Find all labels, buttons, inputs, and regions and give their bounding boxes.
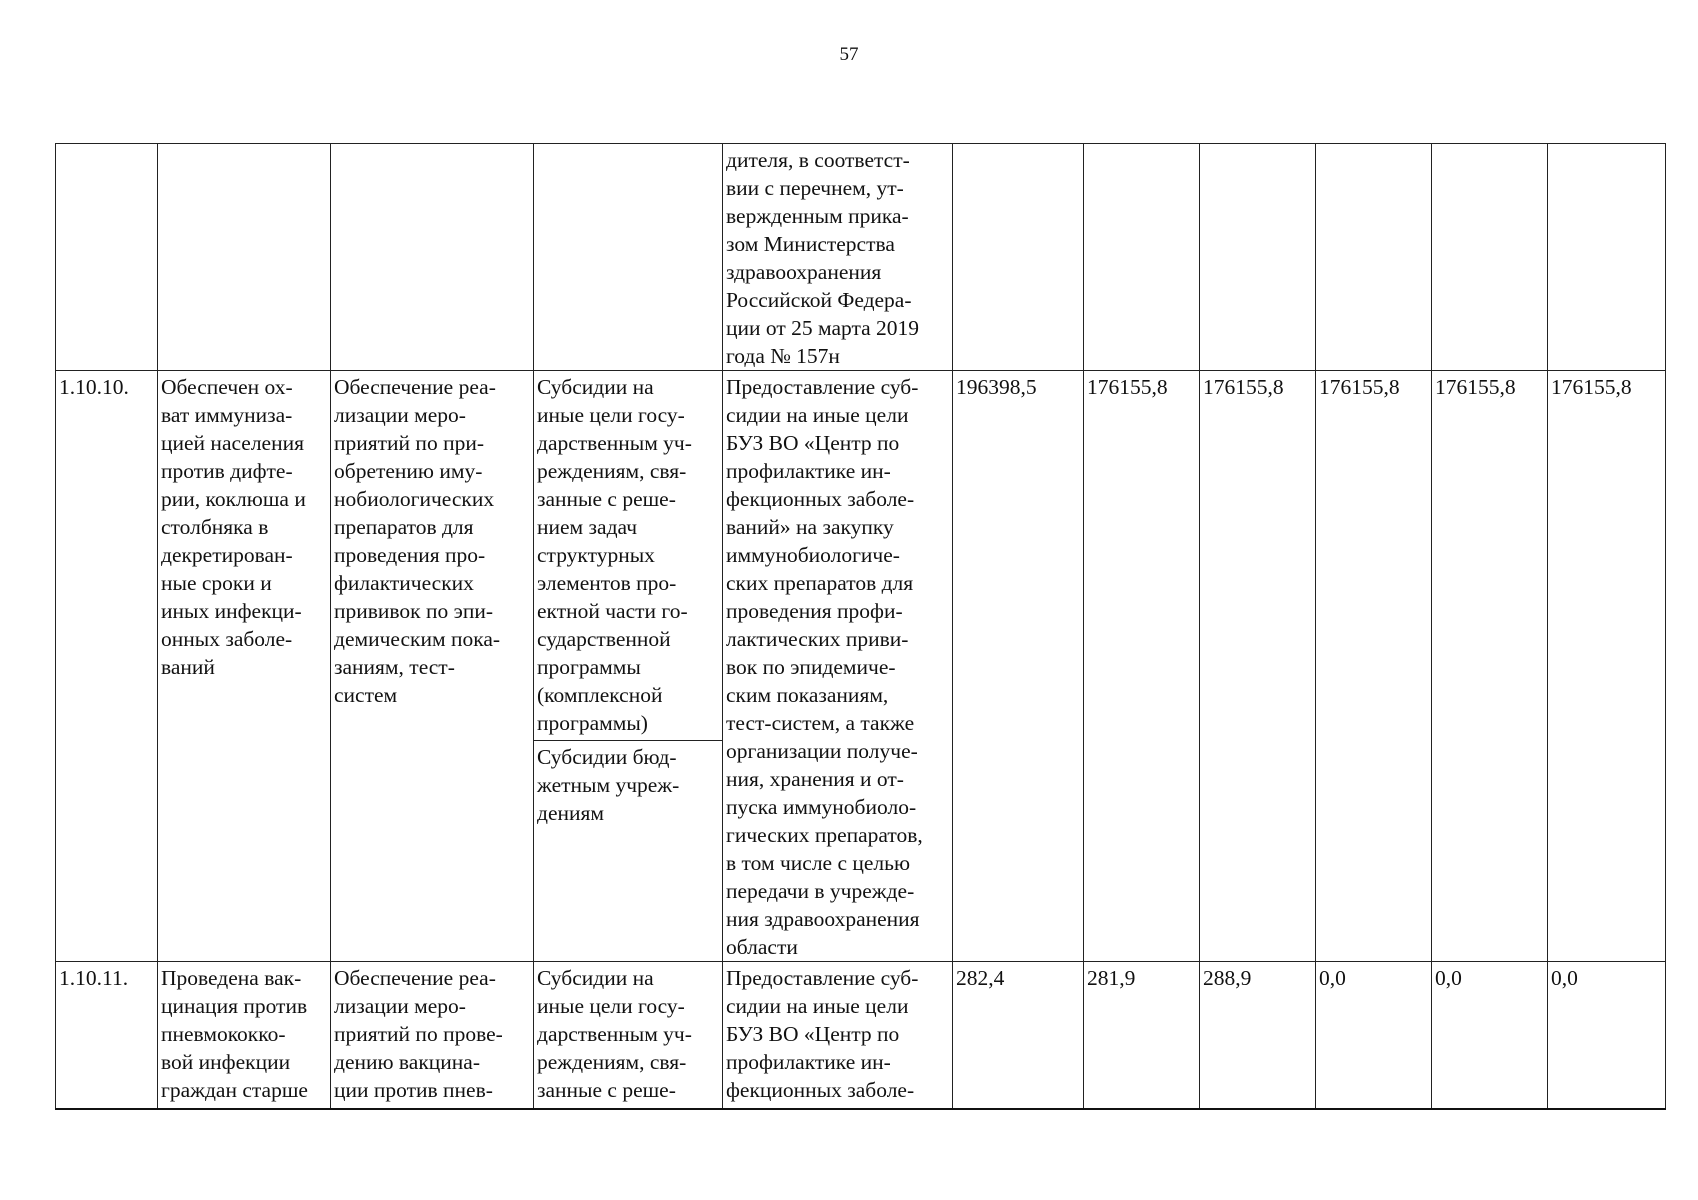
- activity-cell: [331, 144, 534, 371]
- row-number-cell: 1.10.11.: [56, 962, 158, 1109]
- value-cell: [1200, 144, 1316, 371]
- value-cell: 282,4: [953, 962, 1084, 1109]
- activity-cell: Обеспечение реа- лизации меро- приятий по при- обретению иму- нобиологических препаратов для проведения про- филактических прививок по эпи- демическим пока- заниям, тест- систем: [331, 371, 534, 962]
- page-number: 57: [839, 44, 859, 65]
- value-cell: 176155,8: [1432, 371, 1548, 962]
- funding-type-cell: Субсидии на иные цели госу- дарственным уч- реждениям, свя- занные с реше- нием задач структурных элементов про- ектной части го- сударственной программы (комплексной программы): [534, 371, 723, 741]
- program-activities-table: [55, 143, 1666, 1110]
- value-cell: [1548, 144, 1666, 371]
- value-cell: 176155,8: [1548, 371, 1666, 962]
- description-cell: Предоставление суб- сидии на иные цели БУЗ ВО «Центр по профилактике ин- фекционных заболе- ваний» на закупку иммунобиологиче- ских препаратов для проведения профи- лактических приви- вок по эпидемиче- ским показаниям, тест-систем, а также организации получе- ния, хранения и от- пуска иммунобиоло- гических препаратов, в том числе с целью передачи в учрежде- ния здравоохранения области: [723, 371, 953, 962]
- funding-type-cell: [534, 144, 723, 371]
- result-cell: Обеспечен ох- ват иммуниза- цией населения против дифте- рии, коклюша и столбняка в декретирован- ные сроки и иных инфекци- онных заболе- ваний: [158, 371, 331, 962]
- table-row: [56, 962, 1666, 1109]
- value-cell: [1432, 144, 1548, 371]
- table-row: [56, 144, 1666, 371]
- value-cell: [1084, 144, 1200, 371]
- value-cell: 288,9: [1200, 962, 1316, 1109]
- funding-type-cell: Субсидии на иные цели госу- дарственным уч- реждениям, свя- занные с реше-: [534, 962, 723, 1109]
- value-cell: 0,0: [1548, 962, 1666, 1109]
- value-cell: 176155,8: [1200, 371, 1316, 962]
- row-number-cell: 1.10.10.: [56, 371, 158, 962]
- value-cell: 281,9: [1084, 962, 1200, 1109]
- result-cell: [158, 144, 331, 371]
- value-cell: 176155,8: [1316, 371, 1432, 962]
- value-cell: 196398,5: [953, 371, 1084, 962]
- value-cell: [1316, 144, 1432, 371]
- value-cell: 0,0: [1316, 962, 1432, 1109]
- description-cell: дителя, в соответст- вии с перечнем, ут- вержденным прика- зом Министерства здравоохранения Российской Федера- ции от 25 марта 2019 года № 157н: [723, 144, 953, 371]
- value-cell: 176155,8: [1084, 371, 1200, 962]
- funding-type-cell: Субсидии бюд- жетным учреж- дениям: [534, 740, 723, 961]
- value-cell: 0,0: [1432, 962, 1548, 1109]
- description-cell: Предоставление суб- сидии на иные цели БУЗ ВО «Центр по профилактике ин- фекционных заболе-: [723, 962, 953, 1109]
- result-cell: Проведена вак- цинация против пневмококко- вой инфекции граждан старше: [158, 962, 331, 1109]
- row-number-cell: [56, 144, 158, 371]
- activity-cell: Обеспечение реа- лизации меро- приятий по прове- дению вакцина- ции против пнев-: [331, 962, 534, 1109]
- value-cell: [953, 144, 1084, 371]
- table-row: [56, 371, 1666, 741]
